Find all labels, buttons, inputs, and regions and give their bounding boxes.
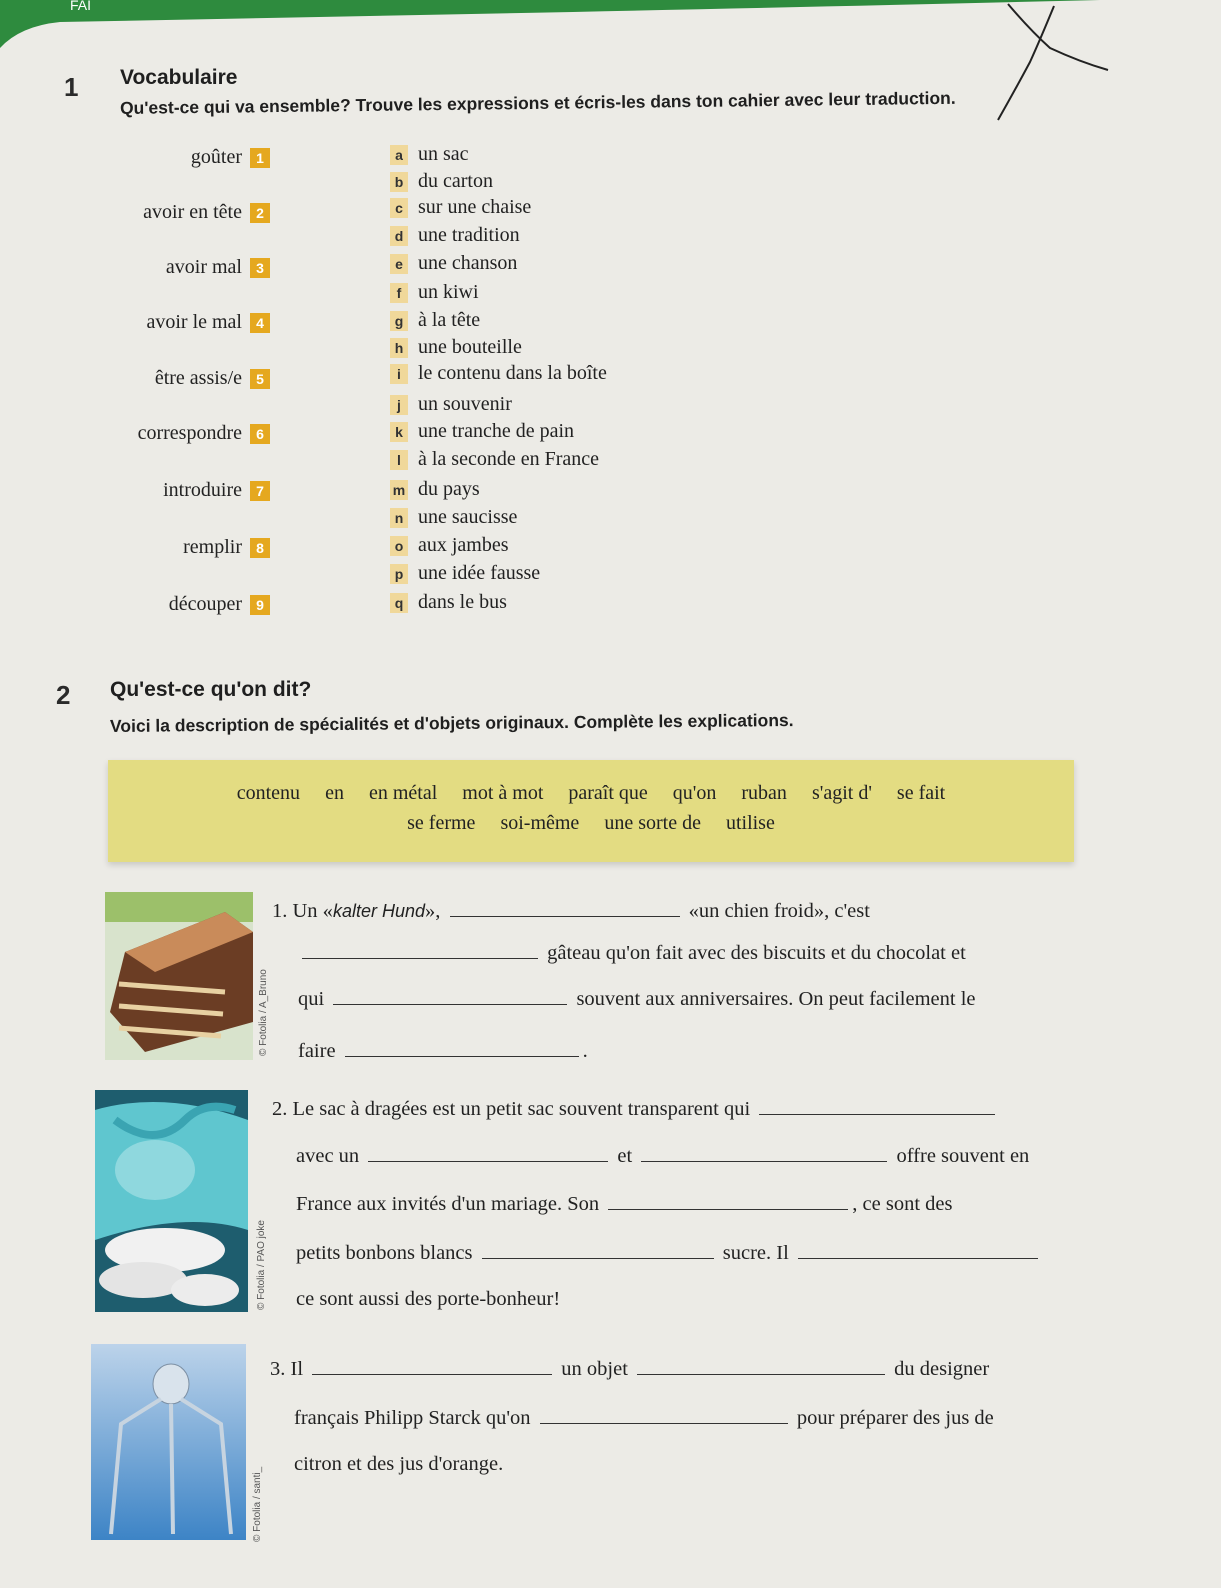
right-item-text: le contenu dans la boîte	[418, 362, 607, 384]
word-bank-row-2	[108, 812, 1074, 835]
letter-badge: a	[390, 145, 408, 165]
kalter-hund-photo	[105, 892, 253, 1060]
item1-text: gâteau qu'on fait avec des biscuits et du chocolat et	[547, 942, 966, 964]
right-item-text: aux jambes	[418, 534, 509, 556]
item3-text: citron et des jus d'orange.	[294, 1453, 504, 1475]
item3-text: français Philipp Starck qu'on	[294, 1407, 531, 1429]
word-bank-word: ruban	[741, 782, 787, 804]
item2-text: petits bonbons blancs	[296, 1242, 473, 1264]
right-item-text: du pays	[418, 478, 480, 500]
right-item	[390, 591, 507, 614]
number-badge: 8	[250, 538, 270, 558]
item2-line5	[296, 1288, 560, 1311]
right-item-text: une idée fausse	[418, 562, 541, 584]
right-item	[390, 362, 607, 385]
ex1-number: 1	[64, 72, 79, 102]
pen-cross-mark	[960, 0, 1120, 140]
word-bank-row-1	[108, 782, 1074, 805]
word-bank-word: soi-même	[500, 812, 580, 834]
item1-text: »,	[425, 900, 441, 922]
left-item	[169, 593, 270, 616]
number-badge: 4	[250, 313, 270, 333]
left-item-text: découper	[168, 593, 242, 615]
item2-line2	[296, 1143, 1029, 1168]
right-item	[390, 562, 540, 585]
right-item-text: une chanson	[418, 252, 518, 274]
answer-blank[interactable]	[482, 1240, 714, 1259]
word-bank-word: qu'on	[672, 782, 717, 804]
letter-badge: q	[390, 593, 408, 613]
item1-text: 1. Un «	[272, 900, 333, 922]
item3-text: un objet	[561, 1358, 628, 1380]
left-item-text: avoir le mal	[146, 311, 242, 333]
ex1-instruction: Qu'est-ce qui va ensemble? Trouve les expressions et écris-les dans ton cahier avec leur traduction.	[119, 87, 956, 118]
left-item-text: remplir	[183, 536, 242, 558]
item2-line1	[272, 1096, 999, 1121]
item1-text: souvent aux anniversaires. On peut facilement le	[576, 988, 976, 1010]
left-item	[166, 256, 270, 279]
item1-text: faire	[298, 1040, 336, 1062]
answer-blank[interactable]	[368, 1143, 608, 1162]
item2-line3	[296, 1191, 952, 1216]
item1-line1	[272, 898, 870, 923]
photo-credit-3: © Fotolia / santi_	[252, 1466, 263, 1542]
number-badge: 2	[250, 203, 270, 223]
item3-text: 3. Il	[270, 1358, 304, 1380]
number-badge: 3	[250, 258, 270, 278]
letter-badge: c	[390, 198, 408, 218]
answer-blank[interactable]	[540, 1405, 788, 1424]
item1-line4	[298, 1038, 588, 1063]
word-bank-word: en	[325, 782, 344, 804]
word-bank-word: en métal	[368, 782, 438, 804]
word-bank-word: se ferme	[407, 812, 476, 834]
item1-text: .	[582, 1040, 588, 1062]
dragees-photo	[95, 1090, 248, 1312]
word-bank-box	[108, 760, 1074, 862]
answer-blank[interactable]	[641, 1143, 887, 1162]
item3-line2	[294, 1405, 994, 1430]
right-item	[390, 252, 517, 275]
right-item	[390, 281, 479, 304]
right-item-text: dans le bus	[418, 591, 507, 613]
letter-badge: l	[390, 450, 408, 470]
photo-credit-1: © Fotolia / A_Bruno	[258, 969, 269, 1056]
right-item-text: une bouteille	[418, 336, 522, 358]
ex1-title: Vocabulaire	[120, 66, 238, 89]
word-bank-word: contenu	[236, 782, 301, 804]
item2-line4	[296, 1240, 1042, 1265]
letter-badge: p	[390, 564, 408, 584]
right-item-text: un kiwi	[418, 281, 479, 303]
right-item-text: un souvenir	[418, 393, 512, 415]
answer-blank[interactable]	[333, 986, 567, 1005]
number-badge: 7	[250, 481, 270, 501]
answer-blank[interactable]	[637, 1356, 885, 1375]
left-item	[146, 311, 270, 334]
number-badge: 5	[250, 369, 270, 389]
answer-blank[interactable]	[345, 1038, 579, 1057]
ex2-number: 2	[56, 680, 71, 710]
right-item-text: à la seconde en France	[418, 448, 600, 470]
letter-badge: m	[390, 480, 408, 500]
letter-badge: e	[390, 254, 408, 274]
left-item-text: introduire	[163, 479, 242, 501]
left-item-text: correspondre	[137, 422, 242, 444]
right-item-text: une tranche de pain	[418, 420, 575, 442]
letter-badge: j	[390, 395, 408, 415]
right-item	[390, 170, 493, 193]
right-item	[390, 478, 480, 501]
answer-blank[interactable]	[798, 1240, 1038, 1259]
answer-blank[interactable]	[450, 898, 680, 917]
item3-line1	[270, 1356, 989, 1381]
right-item	[390, 534, 509, 557]
item3-text: du designer	[894, 1358, 990, 1380]
left-item-text: avoir mal	[165, 256, 242, 278]
number-badge: 1	[250, 148, 270, 168]
letter-badge: o	[390, 536, 408, 556]
item2-text: offre souvent en	[896, 1145, 1030, 1167]
item2-text: 2. Le sac à dragées est un petit sac souvent transparent qui	[272, 1098, 751, 1120]
item2-text: avec un	[296, 1145, 360, 1167]
left-item-text: être assis/e	[154, 367, 242, 389]
word-bank-word: mot à mot	[462, 782, 544, 804]
right-item	[390, 448, 599, 471]
photo-credit-2: © Fotolia / PAO joke	[256, 1220, 267, 1310]
left-item	[163, 479, 270, 502]
left-item	[138, 422, 270, 445]
right-item	[390, 420, 574, 443]
item2-text: ce sont aussi des porte-bonheur!	[296, 1288, 561, 1310]
left-item	[191, 146, 270, 169]
right-item	[390, 143, 469, 166]
letter-badge: i	[390, 364, 408, 384]
item1-text: «un chien froid», c'est	[688, 900, 870, 922]
word-bank-word: paraît que	[568, 782, 648, 804]
left-item	[143, 201, 270, 224]
number-badge: 9	[250, 595, 270, 615]
word-bank-word: s'agit d'	[811, 782, 872, 804]
letter-badge: k	[390, 422, 408, 442]
word-bank-word: une sorte de	[604, 812, 701, 834]
item3-line3	[294, 1453, 503, 1476]
right-item	[390, 224, 520, 247]
letter-badge: d	[390, 226, 408, 246]
letter-badge: n	[390, 508, 408, 528]
ex2-instruction: Voici la description de spécialités et d'objets originaux. Complète les explications.	[109, 710, 794, 736]
right-item	[390, 336, 522, 359]
item3-text: pour préparer des jus de	[796, 1407, 994, 1429]
right-item-text: une saucisse	[418, 506, 518, 528]
left-item-text: goûter	[190, 146, 242, 168]
answer-blank[interactable]	[302, 940, 538, 959]
item1-text: qui	[298, 988, 325, 1010]
left-item-text: avoir en tête	[143, 201, 242, 223]
ex2-title: Qu'est-ce qu'on dit?	[110, 678, 312, 701]
right-item-text: à la tête	[418, 309, 481, 331]
right-item	[390, 196, 531, 219]
right-item	[390, 506, 517, 529]
right-item-text: un sac	[418, 143, 469, 165]
item1-line3	[298, 986, 976, 1011]
answer-blank[interactable]	[759, 1096, 995, 1115]
letter-badge: f	[390, 283, 408, 303]
letter-badge: h	[390, 338, 408, 358]
right-item	[390, 393, 512, 416]
item1-italic-text: kalter Hund	[332, 901, 425, 921]
letter-badge: b	[390, 172, 408, 192]
word-bank-word: se fait	[896, 782, 946, 804]
right-item	[390, 309, 480, 332]
number-badge: 6	[250, 424, 270, 444]
item2-text: et	[617, 1145, 633, 1167]
item1-line2	[298, 940, 966, 965]
header-band-text: FAI	[70, 0, 92, 13]
answer-blank[interactable]	[312, 1356, 552, 1375]
right-item-text: sur une chaise	[418, 196, 532, 218]
right-item-text: du carton	[418, 170, 493, 192]
right-item-text: une tradition	[418, 224, 520, 246]
answer-blank[interactable]	[608, 1191, 848, 1210]
item2-text: sucre. Il	[722, 1242, 789, 1264]
left-item	[183, 536, 270, 559]
left-item	[155, 367, 270, 390]
item2-text: , ce sont des	[852, 1193, 953, 1215]
word-bank-word: utilise	[725, 812, 775, 834]
item2-text: France aux invités d'un mariage. Son	[296, 1193, 600, 1215]
letter-badge: g	[390, 311, 408, 331]
juicer-photo	[91, 1344, 246, 1540]
